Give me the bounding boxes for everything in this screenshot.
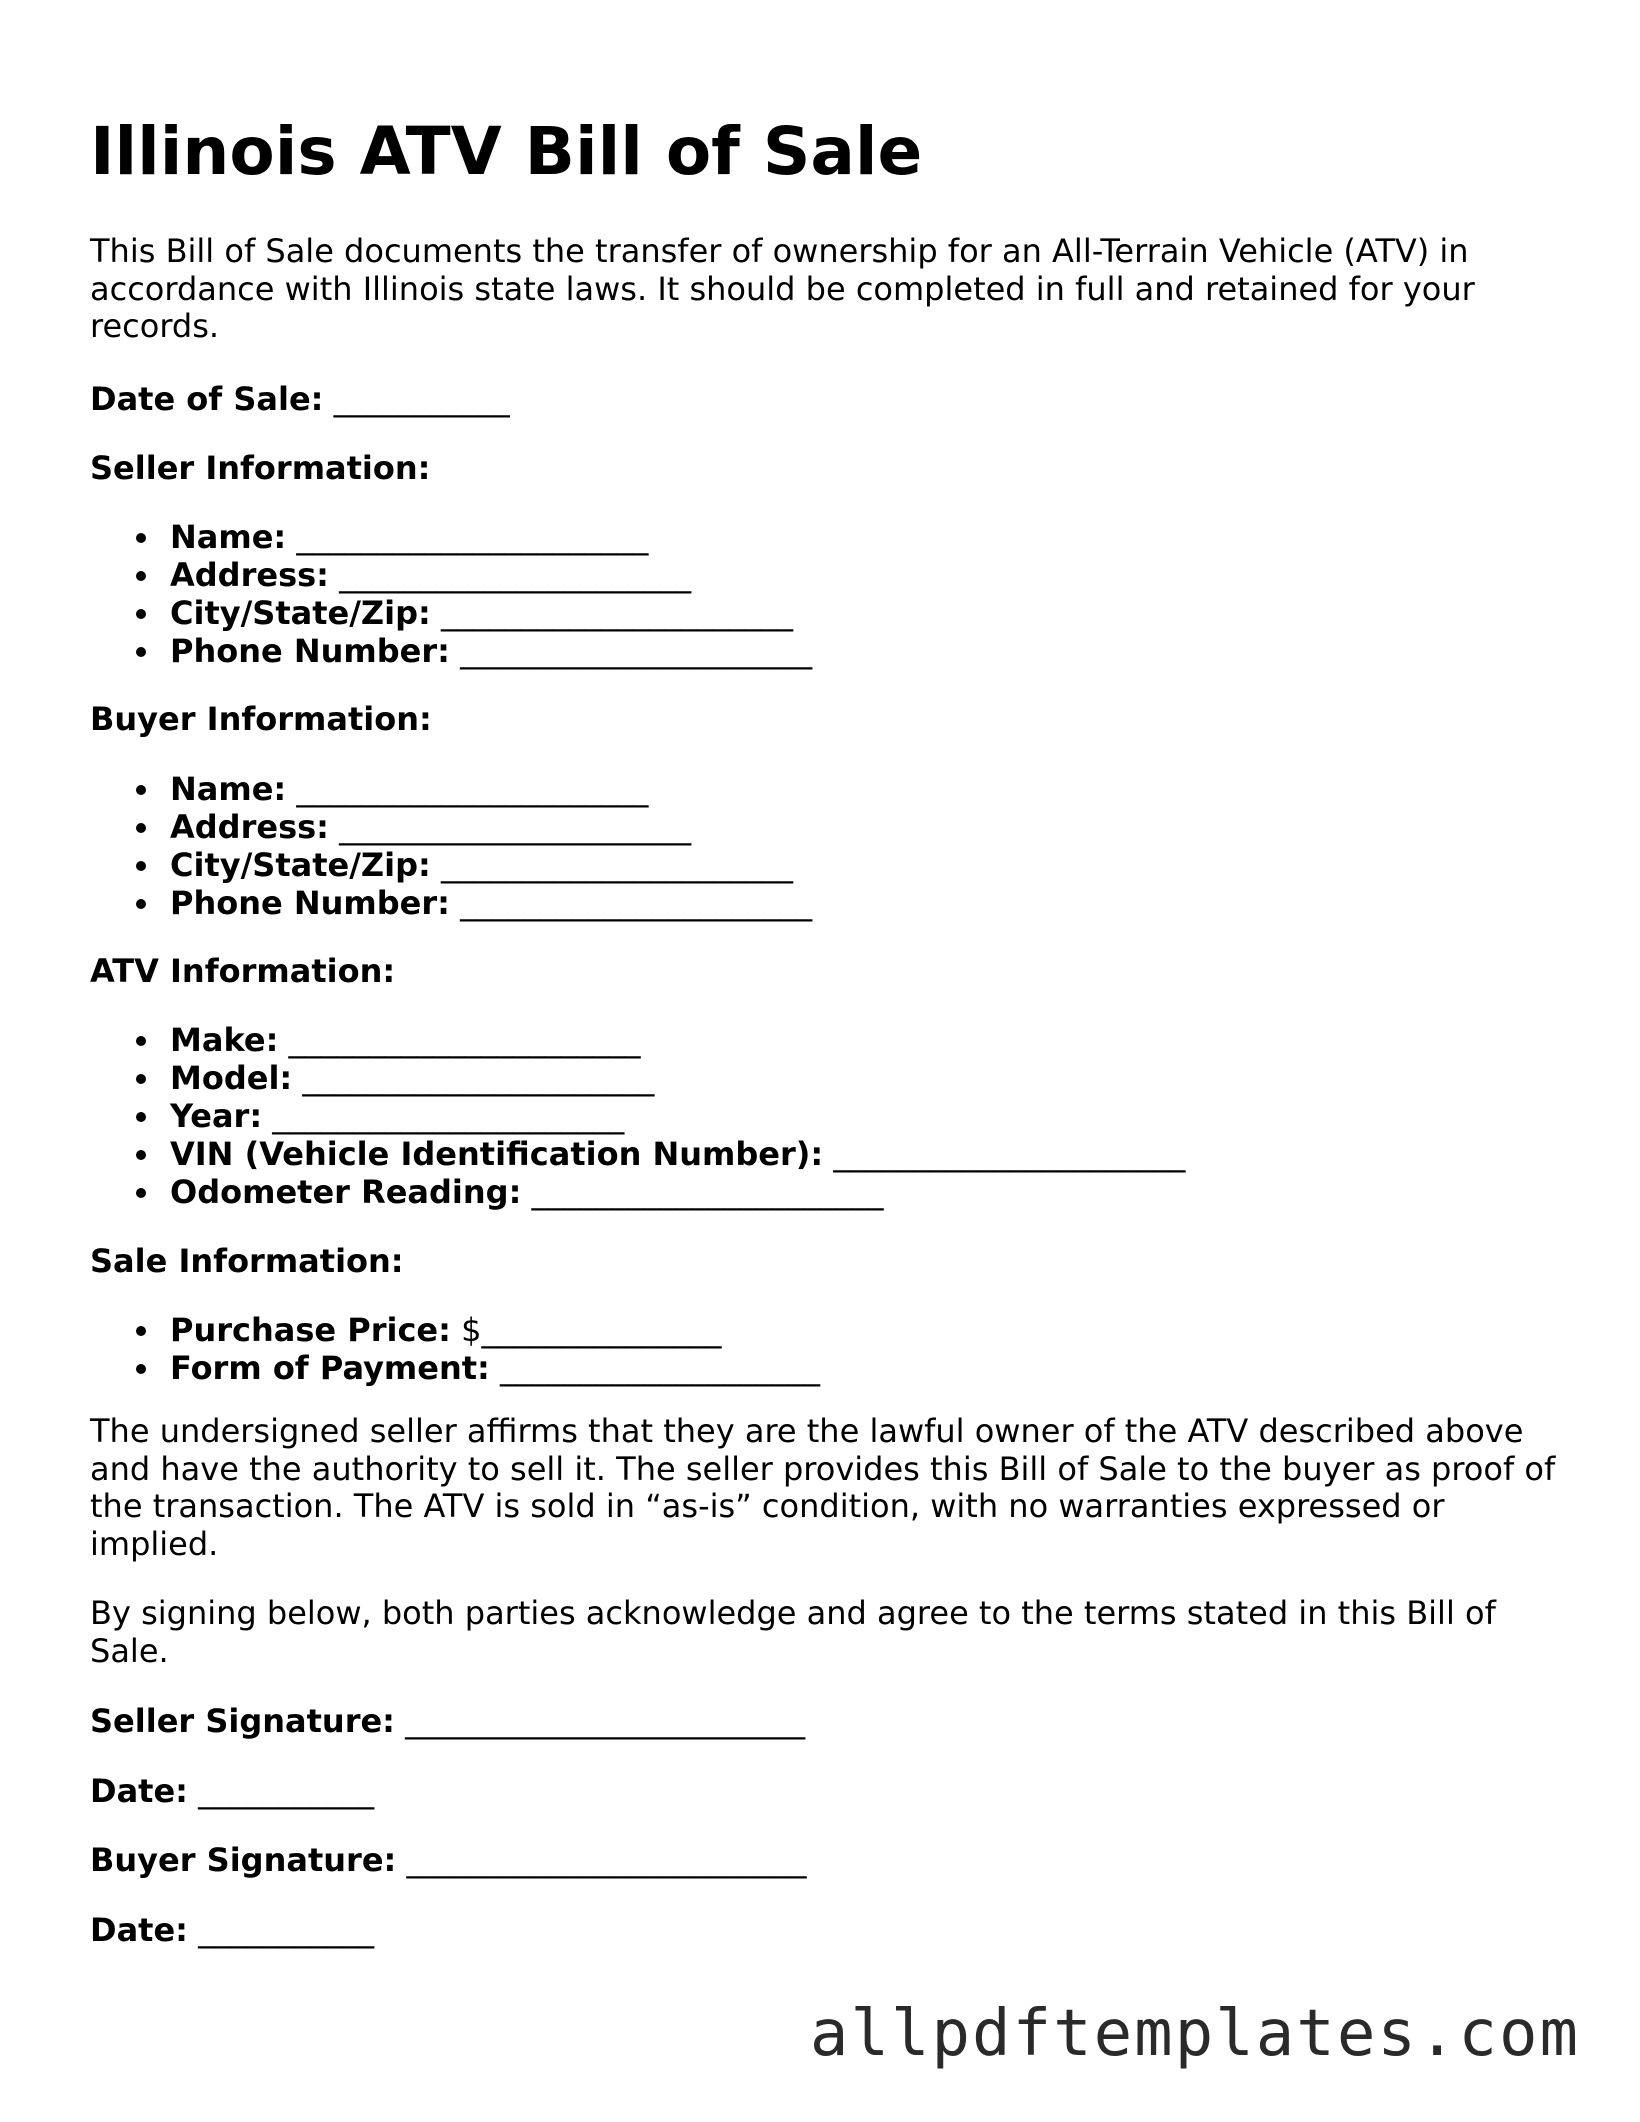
bullet-icon: [136, 571, 146, 581]
bullet-icon: [136, 533, 146, 543]
seller-signature-blank[interactable]: _________________________: [405, 1702, 806, 1740]
buyer-name-blank[interactable]: ______________________: [296, 770, 649, 808]
buyer-city-label: City/State/Zip:: [170, 846, 431, 884]
seller-address-label: Address:: [170, 556, 329, 594]
seller-name-label: Name:: [170, 518, 287, 556]
buyer-date-line: [90, 1911, 374, 1949]
list-item: [90, 884, 812, 922]
list-item: [90, 1135, 1185, 1173]
watermark-text: allpdftemplates.com: [809, 1997, 1580, 2071]
list-item: [90, 556, 812, 594]
atv-fields-list: [90, 1021, 1185, 1211]
list-item: [90, 1311, 820, 1349]
buyer-name-label: Name:: [170, 770, 287, 808]
atv-section-heading: ATV Information:: [90, 952, 396, 990]
bullet-icon: [136, 1150, 146, 1160]
buyer-phone-label: Phone Number:: [170, 884, 450, 922]
buyer-signature-blank[interactable]: _________________________: [406, 1841, 807, 1879]
sale-fields-list: [90, 1311, 820, 1387]
atv-make-blank[interactable]: ______________________: [288, 1021, 641, 1059]
list-item: [90, 1349, 820, 1387]
bullet-icon: [136, 1364, 146, 1374]
date-of-sale-label: Date of Sale:: [90, 380, 324, 418]
buyer-signature-label: Buyer Signature:: [90, 1841, 397, 1879]
list-item: [90, 518, 812, 556]
bullet-icon: [136, 1112, 146, 1122]
atv-vin-blank[interactable]: ______________________: [833, 1135, 1186, 1173]
list-item: [90, 1097, 1185, 1135]
buyer-date-blank[interactable]: ___________: [198, 1911, 375, 1949]
payment-form-blank[interactable]: ____________________: [500, 1349, 821, 1387]
bullet-icon: [136, 1036, 146, 1046]
list-item: [90, 1021, 1185, 1059]
buyer-phone-blank[interactable]: ______________________: [460, 884, 813, 922]
buyer-city-blank[interactable]: ______________________: [440, 846, 793, 884]
bullet-icon: [136, 899, 146, 909]
seller-signature-line: [90, 1702, 805, 1740]
seller-phone-label: Phone Number:: [170, 632, 450, 670]
atv-make-label: Make:: [170, 1021, 279, 1059]
atv-vin-label: VIN (Vehicle Identification Number):: [170, 1135, 824, 1173]
seller-address-blank[interactable]: ______________________: [339, 556, 692, 594]
intro-paragraph: This Bill of Sale documents the transfer of ownership for an All-Terrain Vehicle (ATV) in accordance with Illinois state laws. It should be completed in full and retained for your records.: [90, 232, 1475, 345]
list-item: [90, 770, 812, 808]
bullet-icon: [136, 1074, 146, 1084]
affirmation-paragraph: The undersigned seller affirms that they are the lawful owner of the ATV described above and have the authority to sell it. The seller provides this Bill of Sale to the buyer as proof of the transaction. The ATV is sold in “as-is” condition, with no warranties expressed or implied.: [90, 1412, 1556, 1563]
list-item: [90, 1059, 1185, 1097]
atv-model-label: Model:: [170, 1059, 293, 1097]
atv-odometer-label: Odometer Reading:: [170, 1173, 522, 1211]
buyer-address-blank[interactable]: ______________________: [339, 808, 692, 846]
atv-odometer-blank[interactable]: ______________________: [531, 1173, 884, 1211]
seller-date-blank[interactable]: ___________: [198, 1772, 375, 1810]
sale-section-heading: Sale Information:: [90, 1242, 404, 1280]
atv-model-blank[interactable]: ______________________: [302, 1059, 655, 1097]
buyer-date-label: Date:: [90, 1911, 188, 1949]
bullet-icon: [136, 647, 146, 657]
seller-city-blank[interactable]: ______________________: [440, 594, 793, 632]
seller-section-heading: Seller Information:: [90, 449, 431, 487]
seller-name-blank[interactable]: ______________________: [296, 518, 649, 556]
buyer-address-label: Address:: [170, 808, 329, 846]
list-item: [90, 808, 812, 846]
seller-phone-blank[interactable]: ______________________: [460, 632, 813, 670]
buyer-section-heading: Buyer Information:: [90, 700, 432, 738]
purchase-price-label: Purchase Price:: [170, 1311, 451, 1349]
seller-date-label: Date:: [90, 1772, 188, 1810]
atv-year-label: Year:: [170, 1097, 263, 1135]
atv-year-blank[interactable]: ______________________: [272, 1097, 625, 1135]
bullet-icon: [136, 1188, 146, 1198]
list-item: [90, 1173, 1185, 1211]
list-item: [90, 846, 812, 884]
seller-date-line: [90, 1772, 374, 1810]
buyer-fields-list: [90, 770, 812, 922]
date-of-sale-line: [90, 380, 510, 418]
bullet-icon: [136, 785, 146, 795]
seller-signature-label: Seller Signature:: [90, 1702, 395, 1740]
bullet-icon: [136, 1326, 146, 1336]
acknowledgement-paragraph: By signing below, both parties acknowledge and agree to the terms stated in this Bill of Sale.: [90, 1594, 1496, 1670]
document-title: Illinois ATV Bill of Sale: [90, 113, 923, 190]
bullet-icon: [136, 861, 146, 871]
buyer-signature-line: [90, 1841, 806, 1879]
date-of-sale-blank[interactable]: ___________: [333, 380, 510, 418]
seller-city-label: City/State/Zip:: [170, 594, 431, 632]
bullet-icon: [136, 609, 146, 619]
purchase-price-blank[interactable]: $_______________: [461, 1311, 722, 1349]
payment-form-label: Form of Payment:: [170, 1349, 490, 1387]
bullet-icon: [136, 823, 146, 833]
list-item: [90, 632, 812, 670]
list-item: [90, 594, 812, 632]
seller-fields-list: [90, 518, 812, 670]
